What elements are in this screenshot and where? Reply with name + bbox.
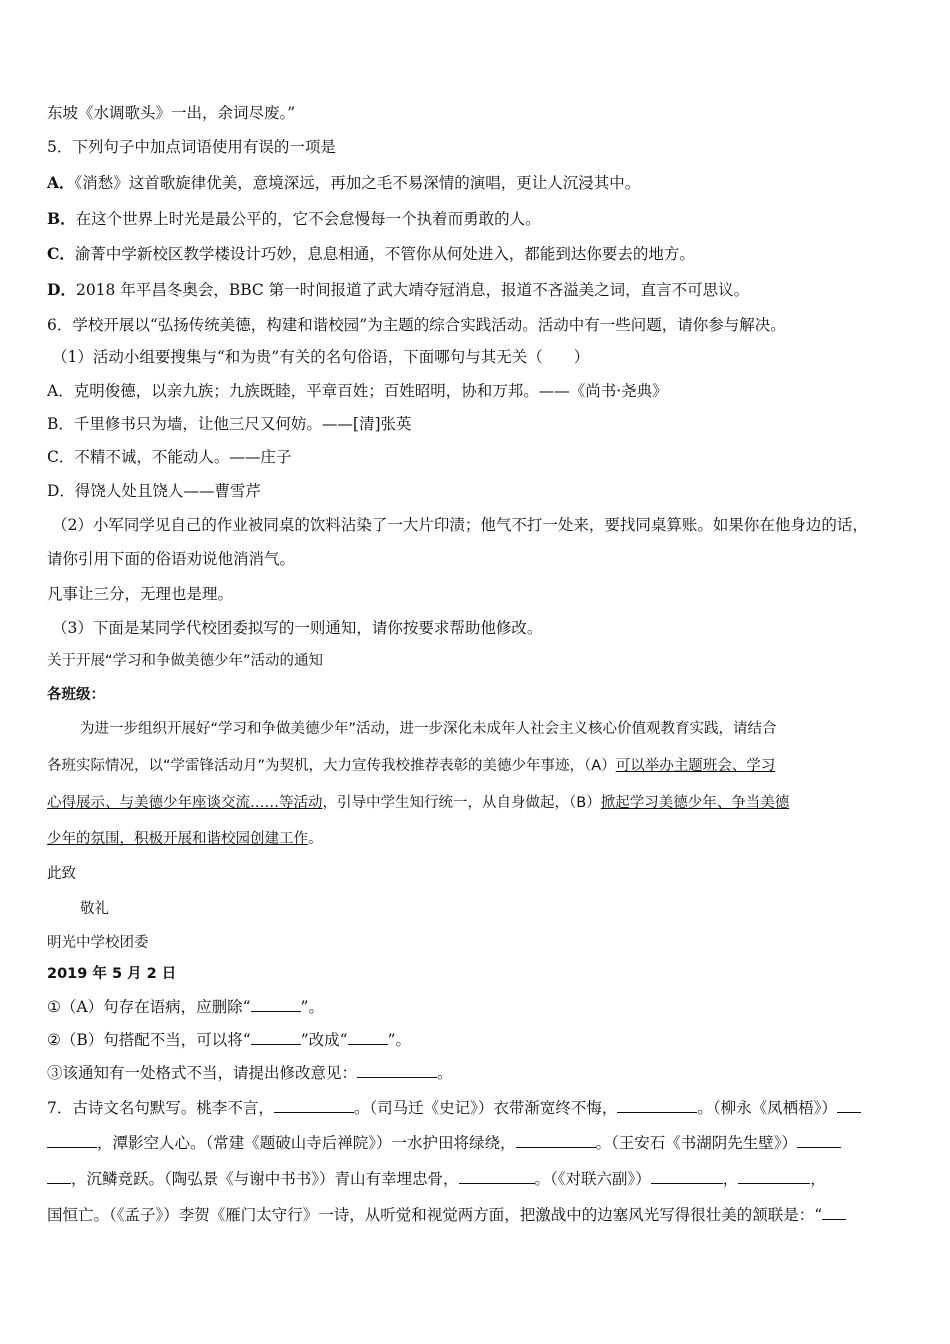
underlined-sentence-a: 心得展示、与美德少年座谈交流……等活动 — [47, 795, 323, 811]
option-text: 《消愁》这首歌旋律优美，意境深远，再加之毛不易深情的演唱，更让人沉浸其中。 — [74, 174, 641, 192]
question-7-line — [47, 1168, 910, 1190]
notice-title: 关于开展“学习和争做美德少年”活动的通知 — [47, 653, 324, 669]
text: 。（柳永《凤栖梧》） — [697, 1099, 837, 1117]
text: 。（王安石《书湖阴先生壁》） — [595, 1134, 798, 1152]
question-7-line — [47, 1097, 910, 1119]
question-6-part-1-option-d: D．得饶人处且饶人——曹雪芹 — [47, 482, 261, 500]
text: 。 — [437, 1064, 453, 1082]
option-text: 2018 年平昌冬奥会，BBC 第一时间报道了武大靖夺冠消息，报道不吝溢美之词，直言不可思议。 — [75, 281, 750, 299]
text: ③该通知有一处格式不当，请提出修改意见： — [47, 1064, 358, 1082]
text: 。（司马迁《史记》）衣带渐宽终不悔， — [353, 1099, 618, 1117]
answer-blank[interactable] — [837, 1098, 861, 1113]
option-text: 渝菁中学新校区教学楼设计巧妙，息息相通，不管你从何处进入，都能到达你要去的地方。 — [74, 245, 695, 263]
notice-text: ，引导中学生知行统一，从自身做起，（B） — [322, 795, 601, 811]
underlined-sentence-b: 掀起学习美德少年、争当美德 — [600, 795, 790, 811]
underlined-sentence-b: 少年的氛围，积极开展和谐校园创建工作 — [47, 831, 308, 847]
option-label: B． — [47, 209, 76, 228]
proverb: 凡事让三分，无理也是理。 — [47, 585, 234, 603]
text: ”。 — [387, 1031, 412, 1049]
notice-salutation: 敬礼 — [80, 901, 109, 917]
question-6-3-item-1 — [47, 996, 910, 1018]
option-label: D． — [47, 280, 76, 299]
question-6-title: 6．学校开展以“弘扬传统美德，构建和谐校园”为主题的综合实践活动。活动中有一些问题，请你参与解决。 — [47, 316, 786, 334]
question-5-title: 5．下列句子中加点词语使用有误的一项是 — [47, 138, 336, 156]
text: ，沉鳞竞跃。（陶弘景《与谢中书书》）青山有幸埋忠骨， — [71, 1170, 459, 1188]
question-6-3-item-2 — [47, 1029, 910, 1051]
text: ， — [722, 1170, 739, 1188]
text: ， — [810, 1170, 826, 1188]
question-5-option-c — [47, 243, 910, 265]
text: 7．古诗文名句默写。桃李不言， — [47, 1099, 274, 1117]
notice-date: 2019 年 5 月 2 日 — [47, 966, 177, 982]
question-6-part-1: （1）活动小组要搜集与“和为贵”有关的名句俗语，下面哪句与其无关（ ） — [52, 348, 590, 366]
notice-closing: 此致 — [47, 866, 76, 882]
question-6-part-1-option-a: A．克明俊德，以亲九族；九族既睦，平章百姓；百姓昭明，协和万邦。——《尚书·尧典》 — [47, 382, 668, 400]
question-7-line — [47, 1204, 910, 1226]
question-5-option-a — [47, 172, 910, 194]
answer-blank[interactable] — [459, 1169, 535, 1184]
text: ”。 — [300, 998, 324, 1016]
notice-text: 。 — [308, 831, 323, 847]
question-6-part-3: （3）下面是某同学代校团委拟写的一则通知，请你按要求帮助他修改。 — [52, 619, 543, 637]
question-7-line — [47, 1132, 910, 1154]
option-label: A． — [47, 173, 75, 192]
question-6-part-1-option-c: C．不精不诚，不能动人。——庄子 — [47, 448, 292, 466]
answer-blank[interactable] — [47, 1133, 97, 1148]
notice-greeting: 各班级： — [47, 687, 105, 703]
text: ”改成“ — [300, 1031, 348, 1049]
question-6-part-2-cont: 请你引用下面的俗语劝说他消消气。 — [47, 550, 296, 568]
question-6-part-2: （2）小军同学见自己的作业被同桌的饮料沾染了一大片印渍；他气不打一处来，要找同桌算账。如果你在他身边的话， — [52, 516, 868, 534]
notice-body-line — [47, 828, 910, 850]
notice-signature: 明光中学校团委 — [47, 935, 149, 951]
answer-blank[interactable] — [617, 1098, 697, 1113]
question-6-part-1-option-b: B．千里修书只为墙，让他三尺又何妨。——[清]张英 — [47, 415, 412, 433]
option-label: C． — [47, 244, 75, 263]
question-5-option-d — [47, 279, 910, 301]
question-5-option-b — [47, 208, 910, 230]
question-6-3-item-3 — [47, 1062, 910, 1084]
option-text: 在这个世界上时光是最公平的，它不会怠慢每一个执着而勇敢的人。 — [75, 210, 541, 228]
answer-blank[interactable] — [357, 1063, 437, 1078]
answer-blank[interactable] — [822, 1205, 846, 1220]
text: ①（A）句存在语病，应删除“ — [47, 998, 251, 1016]
answer-blank[interactable] — [651, 1169, 723, 1184]
answer-blank[interactable] — [251, 1030, 301, 1045]
text: ，潭影空人心。（常建《题破山寺后禅院》）一水护田将绿绕， — [97, 1134, 516, 1152]
underlined-sentence-a: 可以举办主题班会、学习 — [615, 758, 776, 774]
answer-blank[interactable] — [348, 1030, 388, 1045]
text: 。（《对联六副》） — [534, 1170, 651, 1188]
answer-blank[interactable] — [47, 1169, 71, 1184]
answer-blank[interactable] — [251, 997, 301, 1012]
answer-blank[interactable] — [274, 1098, 354, 1113]
notice-body-line — [47, 792, 910, 814]
answer-blank[interactable] — [797, 1133, 841, 1148]
answer-blank[interactable] — [738, 1169, 810, 1184]
notice-body-line: 为进一步组织开展好“学习和争做美德少年”活动，进一步深化未成年人社会主义核心价值观教育实践，请结合 — [80, 721, 777, 737]
text: 国恒亡。（《孟子》）李贺《雁门太守行》一诗，从听觉和视觉两方面，把激战中的边塞风光写得很壮美的颔联是：“ — [47, 1206, 823, 1224]
text: ②（B）句搭配不当，可以将“ — [47, 1031, 251, 1049]
notice-text: 各班实际情况，以“学雷锋活动月”为契机，大力宣传我校推荐表彰的美德少年事迹，（A） — [47, 758, 616, 774]
text-line: 东坡《水调歌头》一出，余词尽废。” — [47, 104, 296, 122]
notice-body-line — [47, 755, 910, 777]
answer-blank[interactable] — [516, 1133, 596, 1148]
